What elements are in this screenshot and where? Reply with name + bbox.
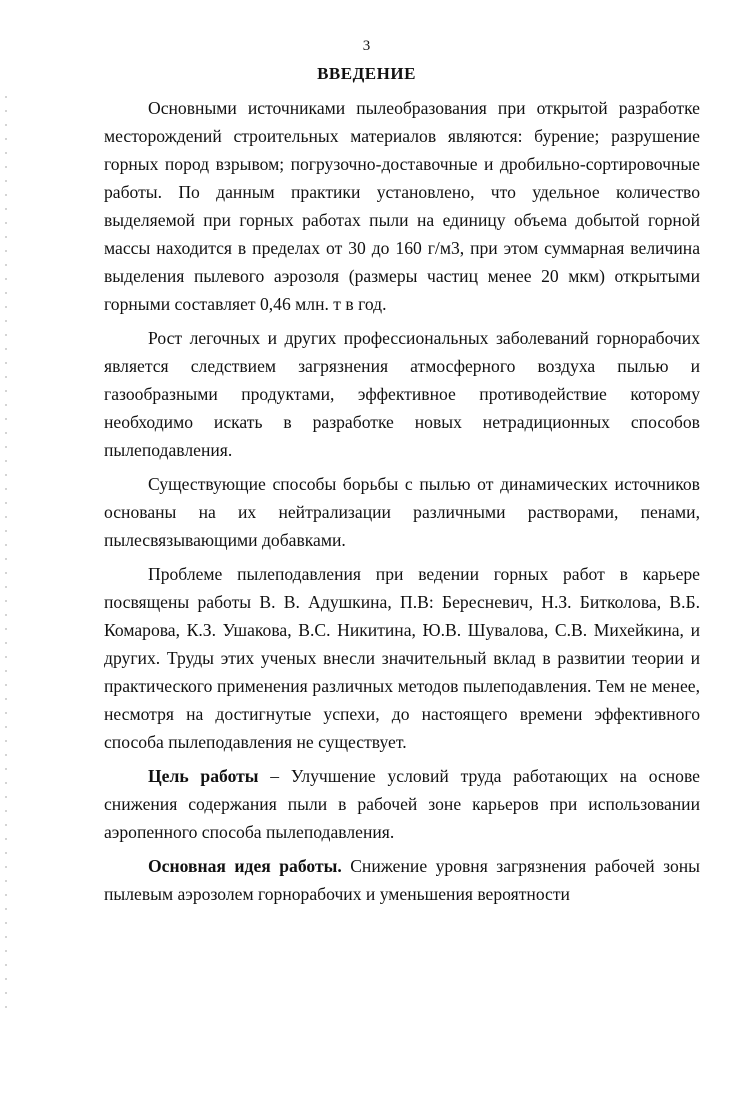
page-number: 3	[362, 38, 371, 54]
body-text	[104, 94, 700, 914]
paragraph-lead: Основная идея работы.	[148, 856, 342, 876]
paragraph-text: Основными источниками пылеобразования при открытой разработке месторождений строительных материалов являются: бурение; разрушение горных пород взрывом; погрузочно-доставочные и дробильно-сортировочные работы. По данным практики установлено, что удельное количество выделяемой при горных работах пыли на единицу объема добытой горной массы находится в пределах от 30 до 160 г/м3, при этом суммарная величина выделения пылевого аэрозоля (размеры частиц менее 20 мкм) открытыми горными составляет 0,46 млн. т в год.	[104, 98, 700, 314]
paragraph	[104, 470, 700, 554]
paragraph	[104, 324, 700, 464]
paragraph	[104, 94, 700, 318]
section-heading: ВВЕДЕНИЕ	[317, 64, 416, 83]
paragraph-main-idea	[104, 852, 700, 908]
paragraph-text: Рост легочных и других профессиональных заболеваний горнорабочих является следствием загрязнения атмосферного воздуха пылью и газообразными продуктами, эффективное противодействие которому необходимо искать в разработке новых нетрадиционных способов пылеподавления.	[104, 328, 700, 460]
paragraph-goal	[104, 762, 700, 846]
paragraph-text: Снижение уровня загрязнения рабочей зоны пылевым аэрозолем горнорабочих и уменьшения вероятности	[104, 856, 701, 904]
paragraph-lead: Цель работы	[148, 766, 259, 786]
paragraph	[104, 560, 700, 756]
paragraph-text: Проблеме пылеподавления при ведении горных работ в карьере посвящены работы В. В. Адушкина, П.В: Бересневич, Н.З. Битколова, В.Б. Комарова, К.З. Ушакова, В.С. Никитина, Ю.В. Шувалова, С.В. Михейкина, и других. Труды этих ученых внесли значительный вклад в развитии теории и практического применения различных методов пылеподавления. Тем не менее, несмотря на достигнутые успехи, до настоящего времени эффективного способа пылеподавления не существует.	[104, 564, 700, 752]
paragraph-text: – Улучшение условий труда работающих на основе снижения содержания пыли в рабочей зоне карьеров при использовании аэропенного способа пылеподавления.	[104, 766, 700, 842]
scan-margin-noise	[0, 90, 12, 1010]
paragraph-text: Существующие способы борьбы с пылью от динамических источников основаны на их нейтрализации различными растворами, пенами, пылесвязывающими добавками.	[104, 474, 700, 550]
